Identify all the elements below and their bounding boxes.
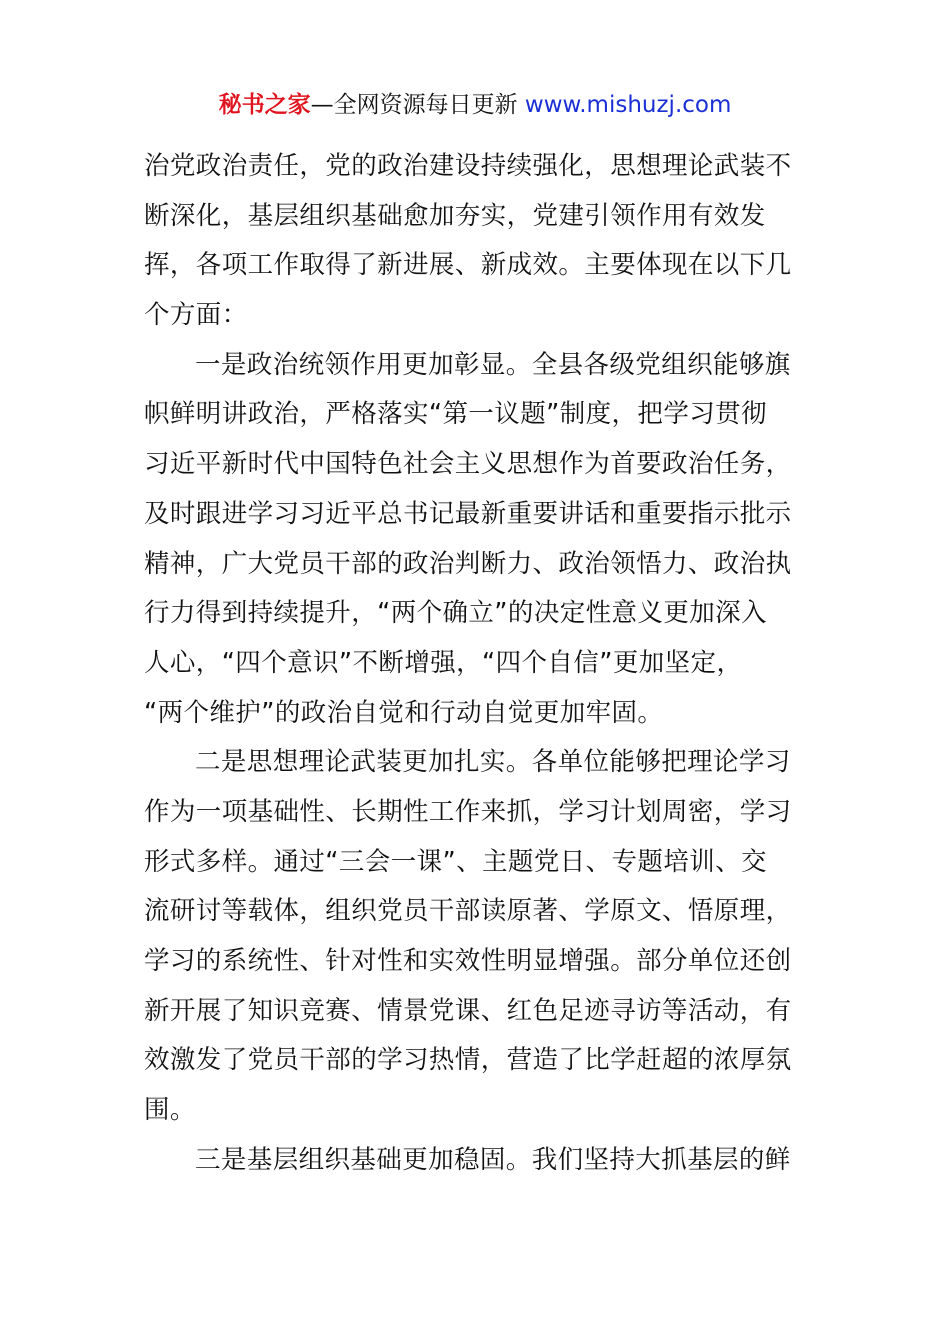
text-line: 治党政治责任，党的政治建设持续强化，思想理论武装不 [144, 151, 792, 181]
text-line: 流研讨等载体，组织党员干部读原著、学原文、悟原理， [144, 896, 792, 927]
brand-name: 秘书之家 [218, 92, 311, 118]
text-line: 形式多样。通过“三会一课”、主题党日、专题培训、交 [144, 846, 767, 877]
text-line: 效激发了党员干部的学习热情，营造了比学赶超的浓厚氛 [144, 1045, 792, 1076]
text-line: 挥，各项工作取得了新进展、新成效。主要体现在以下几 [144, 250, 792, 281]
site-header [0, 88, 950, 122]
header-tagline: —全网资源每日更新 [310, 92, 518, 118]
text-line: 作为一项基础性、长期性工作来抓，学习计划周密，学习 [144, 796, 792, 827]
document-body [144, 142, 814, 1185]
text-line: 一是政治统领作用更加彰显。全县各级党组织能够旗 [195, 349, 791, 380]
text-line: “两个维护”的政治自觉和行动自觉更加牢固。 [144, 697, 664, 728]
text-line: 三是基层组织基础更加稳固。我们坚持大抓基层的鲜 [195, 1144, 791, 1175]
text-line: 新开展了知识竞赛、情景党课、红色足迹寻访等活动，有 [144, 995, 792, 1026]
text-line: 断深化，基层组织基础愈加夯实，党建引领作用有效发 [144, 200, 766, 231]
text-line: 帜鲜明讲政治，严格落实“第一议题”制度，把学习贯彻 [144, 399, 767, 430]
text-line: 行力得到持续提升，“两个确立”的决定性意义更加深入 [144, 598, 767, 629]
text-line: 二是思想理论武装更加扎实。各单位能够把理论学习 [195, 747, 791, 778]
site-url[interactable]: www.mishuzj.com [524, 92, 732, 118]
text-line: 围。 [144, 1095, 196, 1126]
text-line: 习近平新时代中国特色社会主义思想作为首要政治任务， [144, 449, 792, 480]
text-line: 精神，广大党员干部的政治判断力、政治领悟力、政治执 [144, 548, 792, 579]
text-line: 学习的系统性、针对性和实效性明显增强。部分单位还创 [144, 946, 792, 976]
text-line: 人心，“四个意识”不断增强，“四个自信”更加坚定， [144, 647, 743, 678]
text-line: 及时跟进学习习近平总书记最新重要讲话和重要指示批示 [144, 498, 792, 529]
text-line: 个方面： [144, 300, 248, 331]
